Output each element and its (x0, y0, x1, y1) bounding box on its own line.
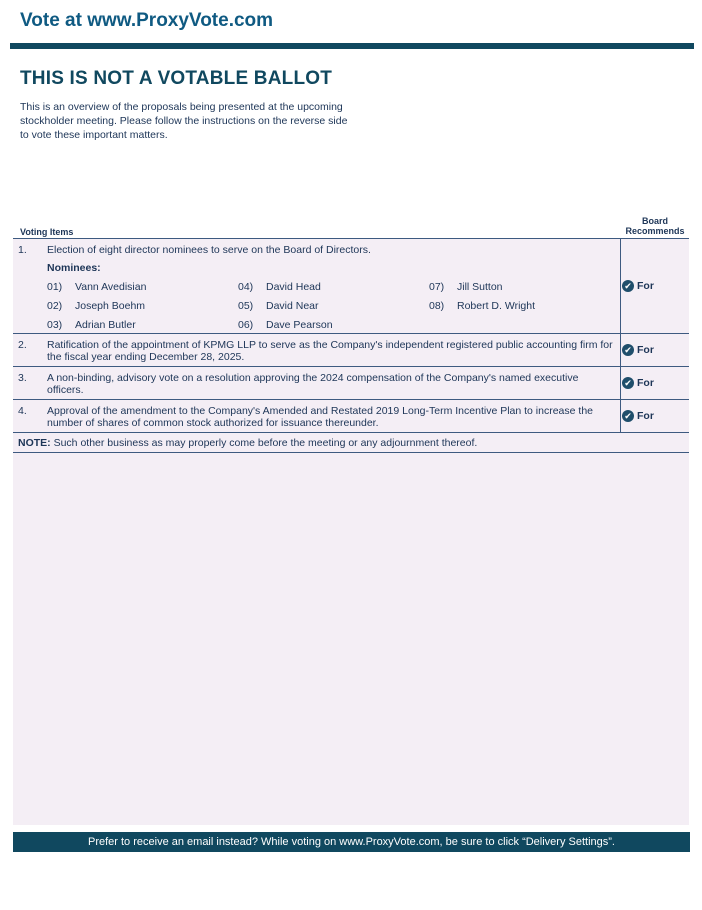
nominee: 04) David Head (238, 281, 321, 293)
nominees-label: Nominees: (47, 262, 101, 274)
voting-item-2 (13, 334, 689, 367)
nominee: 06) Dave Pearson (238, 319, 333, 331)
item-number: 2. (18, 339, 27, 351)
column-divider (620, 367, 621, 399)
nominee: 05) David Near (238, 300, 319, 312)
board-recommendation: ✔ For (622, 410, 654, 422)
board-recommends-header (620, 216, 690, 236)
check-circle-icon: ✔ (622, 280, 634, 292)
item-text: Approval of the amendment to the Company's Amended and Restated 2019 Long-Term Incentive Plan to increase the number of shares of common stock authorized for issuance thereunder. (47, 405, 594, 429)
voting-item-3 (13, 367, 689, 400)
column-divider (620, 238, 621, 333)
note-text: NOTE: Such other business as may properly come before the meeting or any adjournment thereof. (18, 437, 478, 449)
voting-item-4 (13, 400, 689, 433)
nominee: 02) Joseph Boehm (47, 300, 146, 312)
board-header-line1: Board (641, 216, 668, 226)
board-recommendation: ✔ For (622, 344, 654, 356)
board-recommendation: ✔ For (622, 280, 654, 292)
intro-text: This is an overview of the proposals being presented at the upcoming stockholder meeting. Please follow the instructions on the reverse side to vote these important matters. (20, 101, 348, 141)
nominee: 07) Jill Sutton (429, 281, 503, 293)
voting-item-1 (13, 238, 689, 334)
item-number: 3. (18, 372, 27, 384)
item-text: A non-binding, advisory vote on a resolution approving the 2024 compensation of the Company's named executive officers. (47, 372, 579, 396)
voting-items-header: Voting Items (20, 227, 74, 237)
note-row (13, 433, 689, 453)
item-number: 1. (18, 244, 27, 256)
nominee: 03) Adrian Butler (47, 319, 136, 331)
board-header-line2: Recommends (625, 226, 685, 236)
item-text: Election of eight director nominees to serve on the Board of Directors. (47, 244, 371, 256)
nominee: 01) Vann Avedisian (47, 281, 147, 293)
column-divider (620, 400, 621, 432)
column-divider (620, 334, 621, 366)
item-text: Ratification of the appointment of KPMG LLP to serve as the Company's independent registered public accounting firm for the fiscal year ending December 28, 2025. (47, 339, 613, 363)
item-number: 4. (18, 405, 27, 417)
top-divider (10, 43, 694, 49)
footer-banner: Prefer to receive an email instead? While voting on www.ProxyVote.com, be sure to click “Delivery Settings”. (13, 832, 690, 852)
check-circle-icon: ✔ (622, 410, 634, 422)
page-title: THIS IS NOT A VOTABLE BALLOT (20, 68, 333, 89)
board-recommendation: ✔ For (622, 377, 654, 389)
site-title: Vote at www.ProxyVote.com (20, 10, 274, 31)
check-circle-icon: ✔ (622, 377, 634, 389)
nominee: 08) Robert D. Wright (429, 300, 535, 312)
check-circle-icon: ✔ (622, 344, 634, 356)
